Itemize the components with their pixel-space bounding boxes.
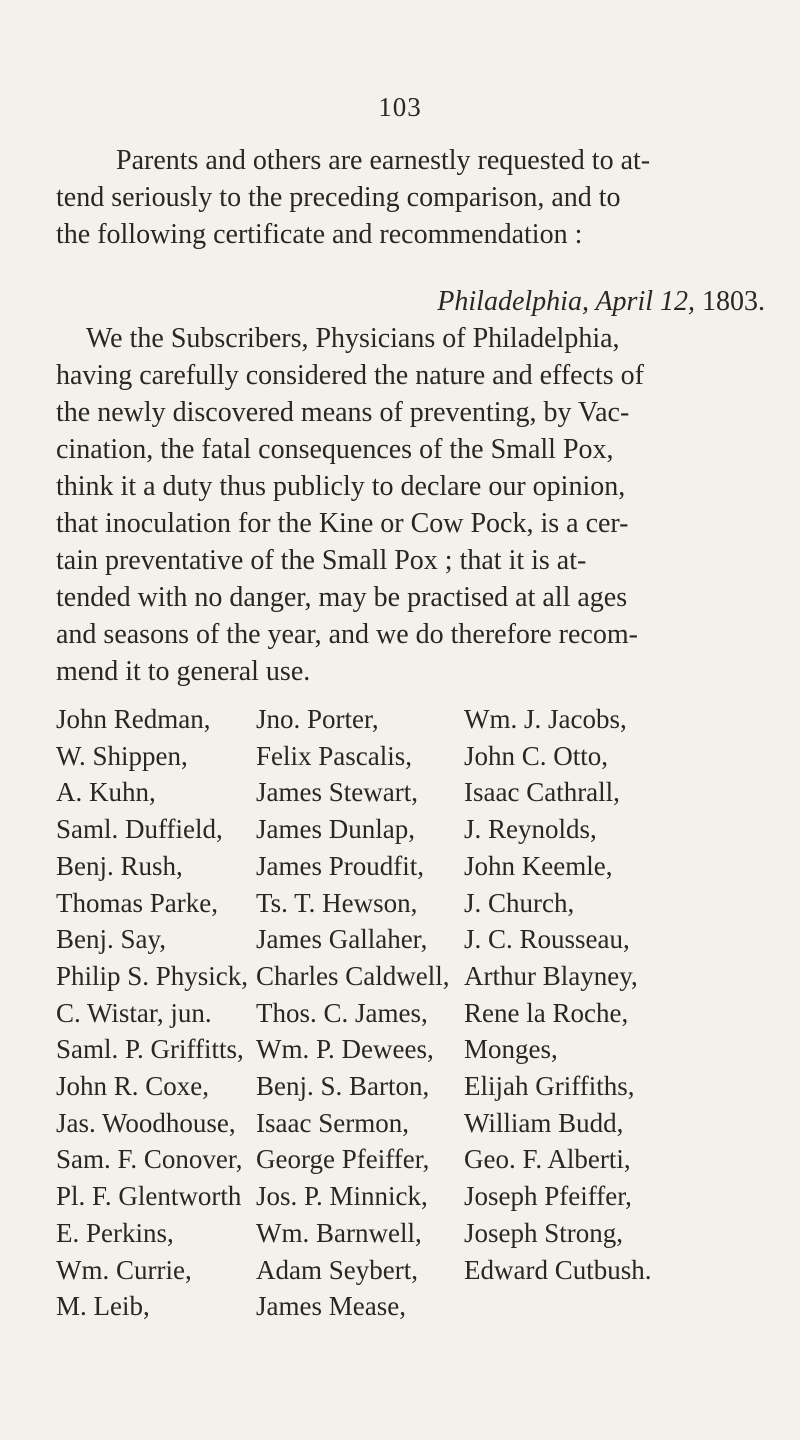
signatory-name: Rene la Roche, <box>464 997 629 1028</box>
signatory-name: William Budd, <box>464 1107 624 1138</box>
dateline-place-date: Philadelphia, April 12, <box>437 286 695 317</box>
signatory-row <box>56 1034 786 1070</box>
signatory-row <box>56 704 786 740</box>
signatory-name: C. Wistar, jun. <box>56 997 212 1028</box>
signatory-row <box>56 777 786 813</box>
signatory-name: Thos. C. James, <box>256 997 428 1028</box>
signatory-row <box>56 924 786 960</box>
certificate-paragraph <box>56 320 776 690</box>
signatory-name: Wm. J. Jacobs, <box>464 704 627 734</box>
certificate-line: the newly discovered means of preventing, by Vac- <box>56 397 630 428</box>
signatory-name: E. Perkins, <box>56 1217 174 1248</box>
certificate-line: tended with no danger, may be practised at all ages <box>56 582 628 613</box>
signatory-name: W. Shippen, <box>56 740 188 771</box>
signatory-row <box>56 1071 786 1107</box>
signatory-name: Monges, <box>464 1034 558 1065</box>
signatory-name: James Mease, <box>256 1291 406 1322</box>
signatory-name: Elijah Griffiths, <box>464 1071 635 1101</box>
signatory-name: James Stewart, <box>256 777 418 808</box>
signatory-name: James Dunlap, <box>256 814 415 845</box>
signatory-row <box>56 961 786 997</box>
signatory-name: Joseph Strong, <box>464 1217 624 1248</box>
signatory-name: J. Reynolds, <box>464 814 597 845</box>
signatory-name: J. Church, <box>464 887 575 918</box>
signatory-name: Benj. Say, <box>56 924 166 955</box>
signatory-name: Benj. Rush, <box>56 850 183 881</box>
signatory-row <box>56 1255 786 1291</box>
signatory-name: Thomas Parke, <box>56 887 218 918</box>
signatory-row <box>56 1181 786 1217</box>
signatory-row <box>56 1218 786 1254</box>
signatory-name: J. C. Rousseau, <box>464 924 630 955</box>
dateline <box>0 286 765 318</box>
signatory-row <box>56 1291 786 1327</box>
signatory-name: Saml. P. Griffitts, <box>56 1034 244 1065</box>
signatory-name: Wm. Currie, <box>56 1254 192 1285</box>
certificate-line: having carefully considered the nature and effects of <box>56 360 644 391</box>
certificate-line: We the Subscribers, Physicians of Philadelphia, <box>86 323 620 354</box>
signatory-name: Adam Seybert, <box>256 1254 418 1285</box>
certificate-line: cination, the fatal consequences of the Small Pox, <box>56 434 614 465</box>
signatory-name: Jno. Porter, <box>256 704 379 734</box>
signatory-name: George Pfeiffer, <box>256 1144 430 1175</box>
certificate-line: mend it to general use. <box>56 656 311 687</box>
intro-line: the following certificate and recommendation : <box>56 219 583 250</box>
signatory-name: Ts. T. Hewson, <box>256 887 418 918</box>
signatory-name: Joseph Pfeiffer, <box>464 1181 632 1212</box>
signatories-list <box>56 704 786 1334</box>
signatory-name: James Gallaher, <box>256 924 428 955</box>
signatory-row <box>56 998 786 1034</box>
certificate-line: that inoculation for the Kine or Cow Pock, is a cer- <box>56 508 629 539</box>
signatory-name: John C. Otto, <box>464 740 609 771</box>
certificate-line: and seasons of the year, and we do therefore recom- <box>56 619 638 650</box>
signatory-name: Saml. Duffield, <box>56 814 223 845</box>
signatory-row <box>56 1144 786 1180</box>
intro-line: tend seriously to the preceding comparison, and to <box>56 182 621 213</box>
certificate-line: tain preventative of the Small Pox ; that it is at- <box>56 545 587 576</box>
signatory-name: Philip S. Physick, <box>56 960 249 991</box>
signatory-name: Edward Cutbush. <box>464 1254 652 1285</box>
signatory-row <box>56 851 786 887</box>
signatory-name: Isaac Sermon, <box>256 1107 409 1138</box>
signatory-name: A. Kuhn, <box>56 777 156 808</box>
signatory-row <box>56 1108 786 1144</box>
signatory-name: Jos. P. Minnick, <box>256 1181 428 1212</box>
signatory-name: Felix Pascalis, <box>256 740 412 771</box>
signatory-row <box>56 741 786 777</box>
signatory-name: Jas. Woodhouse, <box>56 1107 236 1138</box>
signatory-name: John R. Coxe, <box>56 1071 210 1101</box>
signatory-name: Wm. Barnwell, <box>256 1217 422 1248</box>
signatory-name: Benj. S. Barton, <box>256 1071 430 1101</box>
certificate-line: think it a duty thus publicly to declare our opinion, <box>56 471 626 502</box>
signatory-row <box>56 814 786 850</box>
signatory-name: Geo. F. Alberti, <box>464 1144 631 1175</box>
signatory-name: Pl. F. Glentworth <box>56 1181 242 1212</box>
signatory-name: John Keemle, <box>464 850 613 881</box>
intro-paragraph <box>56 142 766 253</box>
signatory-name: M. Leib, <box>56 1291 150 1322</box>
page-number: 103 <box>378 92 422 122</box>
signatory-name: Arthur Blayney, <box>464 960 638 991</box>
dateline-year: 1803. <box>702 286 765 317</box>
signatory-row <box>56 888 786 924</box>
signatory-name: Isaac Cathrall, <box>464 777 620 808</box>
signatory-name: Wm. P. Dewees, <box>256 1034 434 1065</box>
signatory-name: Charles Caldwell, <box>256 960 450 991</box>
signatory-name: Sam. F. Conover, <box>56 1144 243 1175</box>
signatory-name: James Proudfit, <box>256 850 424 881</box>
signatory-name: John Redman, <box>56 704 211 734</box>
intro-line: Parents and others are earnestly requested to at- <box>116 145 651 176</box>
